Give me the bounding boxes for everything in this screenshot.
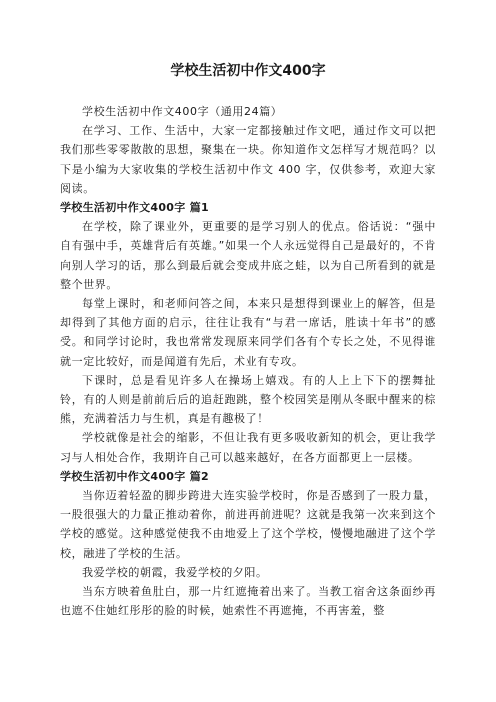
section-paragraph: 下课时，总是看见许多人在操场上嬉戏。有的人上上下下的摆舞扯铃，有的人则是前前后后的追赶跑跳，整个校园笑是刚从冬眠中醒来的棕熊，充满着活力与生机，真是有趣极了！: [60, 373, 436, 426]
section-heading: 学校生活初中作文400字 篇1: [60, 201, 209, 215]
section-paragraph: 我爱学校的朝霞，我爱学校的夕阳。: [82, 565, 268, 579]
section-paragraph: 学校就像是社会的缩影，不但让我有更多吸收新知的机会，更让我学习与人相处合作，我期许自己可以越来越好，在各方面都更上一层楼。: [60, 431, 436, 464]
section-paragraph: 当东方映着鱼肚白，那一片红遮掩着出来了。当教工宿舍这条面纱再也遮不住她红彤彤的脸的时候，她索性不再遮掩，不再害羞，整: [60, 585, 436, 618]
section-paragraph: 在学校，除了课业外，更重要的是学习别人的优点。俗话说：“强中自有强中手，英雄背后有英雄。”如果一个人永远觉得自己是最好的，不肯向别人学习的话，那么到最后就会变成井底之蛙，以为自己所看到的就是整个世界。: [60, 220, 436, 291]
intro-subtitle: 学校生活初中作文400字（通用24篇）: [82, 105, 283, 118]
section-paragraph: 每堂上课时，和老师问答之间，本来只是想得到课业上的解答，但是却得到了其他方面的启示，往往让我有“与君一席话，胜读十年书”的感受。和同学讨论时，我也常常发现原来同学们各有个专长之处，不见得谁就一定比较好，而是闻道有先后，术业有专攻。: [60, 297, 436, 368]
section-heading: 学校生活初中作文400字 篇2: [60, 469, 209, 483]
intro-paragraph: 在学习、工作、生活中，大家一定都接触过作文吧，通过作文可以把我们那些零零散散的思想，聚集在一块。你知道作文怎样写才规范吗？以下是小编为大家收集的学校生活初中作文 400 字，仅供参考，欢迎大家阅读。: [60, 124, 436, 195]
section-paragraph: 当你迈着轻盈的脚步跨进大连实验学校时，你是否感到了一股力量，一股很强大的力量正推动着你，前进再前进呢？这就是我第一次来到这个学校的感觉。这种感觉使我不由地爱上了这个学校，慢慢地融进了这个学校，融进了学校的生活。: [60, 489, 436, 560]
document-page: [60, 62, 436, 620]
document-title: 学校生活初中作文400字: [170, 63, 326, 79]
